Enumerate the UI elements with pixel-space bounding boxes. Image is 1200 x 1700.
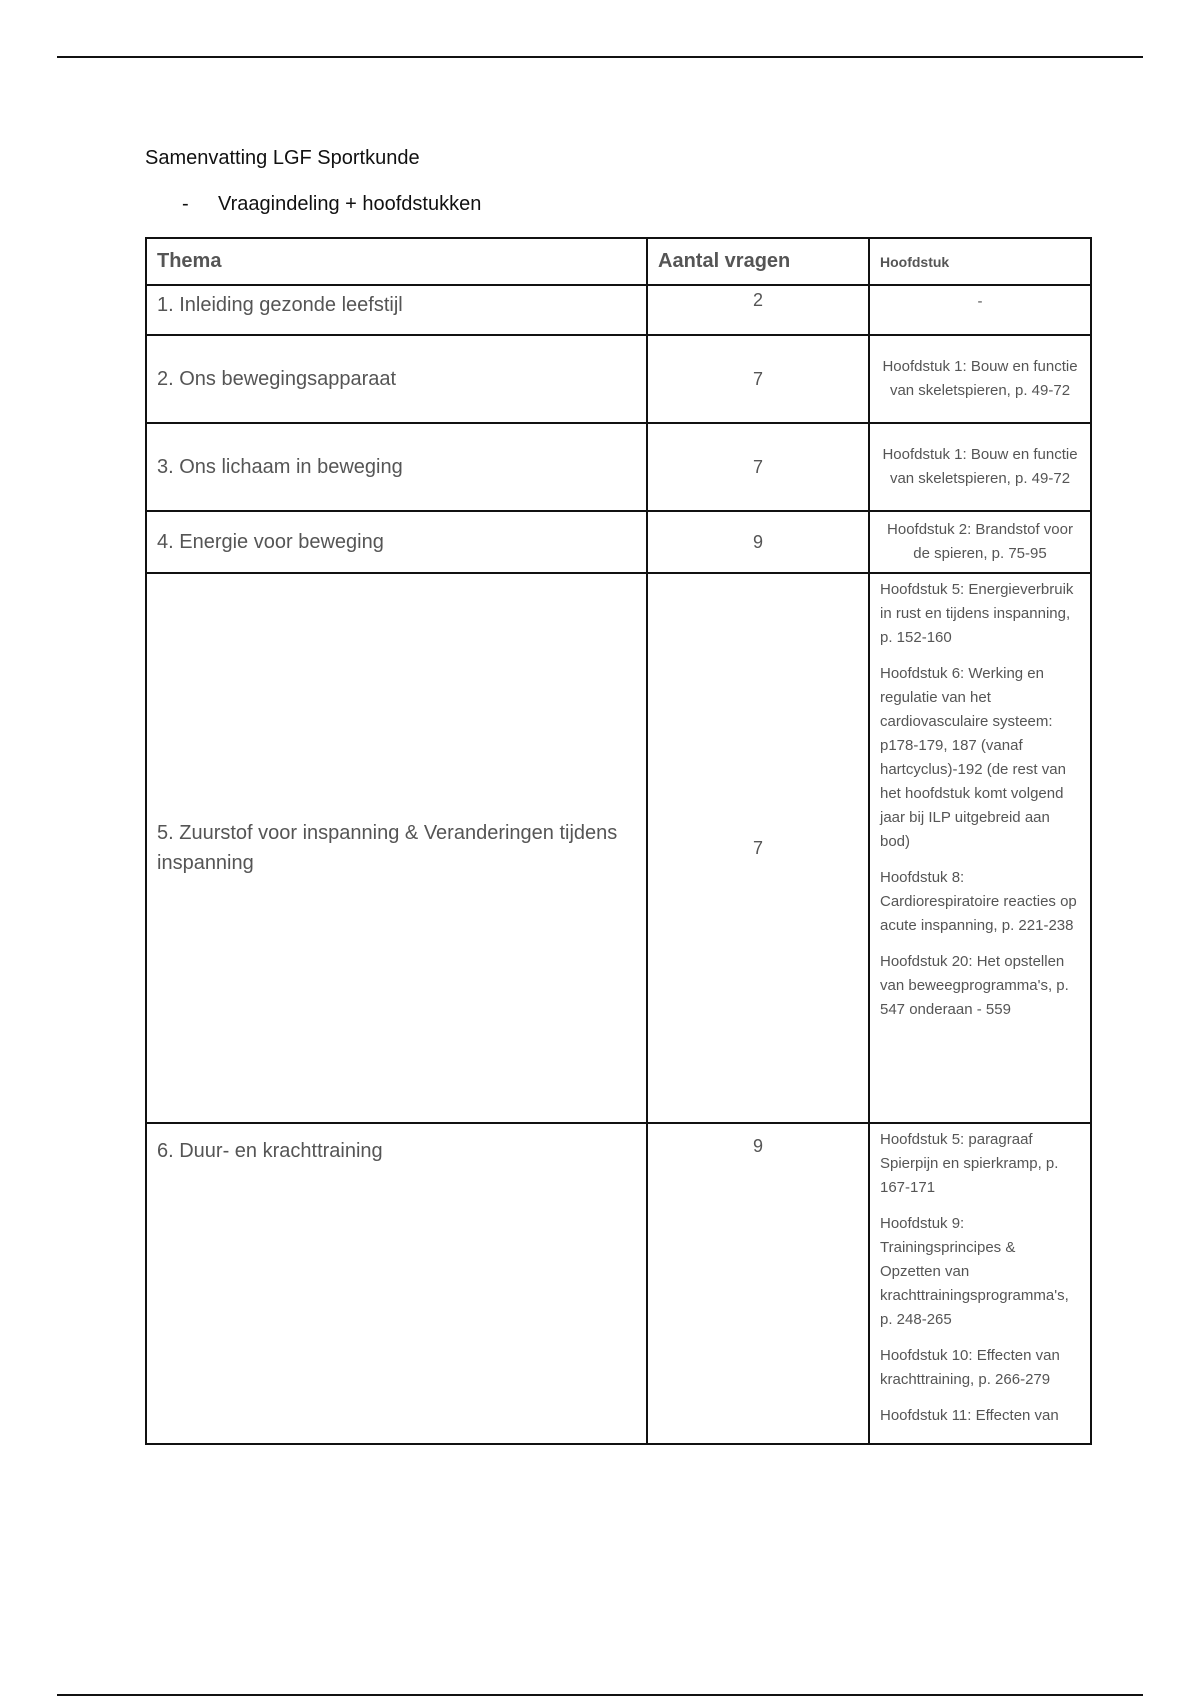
header-rule (57, 56, 1143, 58)
chapter-entry: Hoofdstuk 10: Effecten van krachttraining, p. 266-279 (880, 1347, 1060, 1388)
chapter-cell (869, 573, 1091, 1123)
count-cell: 9 (647, 511, 869, 573)
table-header-row (146, 238, 1091, 285)
count-cell: 7 (647, 423, 869, 511)
header-theme: Thema (146, 238, 647, 285)
chapter-entry: Hoofdstuk 20: Het opstellen van beweegprogramma's, p. 547 onderaan - 559 (880, 953, 1069, 1018)
bullet-marker: - (182, 193, 189, 215)
chapter-cell (869, 1123, 1091, 1444)
chapter-entry: Hoofdstuk 5: Energieverbruik in rust en tijdens inspanning, p. 152-160 (880, 581, 1074, 646)
header-count: Aantal vragen (647, 238, 869, 285)
chapter-entry: Hoofdstuk 8: Cardiorespiratoire reacties op acute inspanning, p. 221-238 (880, 869, 1077, 934)
count-cell: 7 (647, 335, 869, 423)
theme-cell: 4. Energie voor beweging (146, 511, 647, 573)
table-row (146, 1123, 1091, 1444)
count-cell: 7 (647, 573, 869, 1123)
footer-rule (57, 1694, 1143, 1696)
theme-cell: 3. Ons lichaam in beweging (146, 423, 647, 511)
theme-cell: 6. Duur- en krachttraining (146, 1123, 647, 1444)
theme-cell: 5. Zuurstof voor inspanning & Veranderingen tijdens inspanning (146, 573, 647, 1123)
chapter-entry: Hoofdstuk 6: Werking en regulatie van het cardiovasculaire systeem: p178-179, 187 (vanaf hartcyclus)-192 (de rest van het hoofdstuk komt volgend jaar bij ILP uitgebreid aan bod) (880, 665, 1066, 850)
count-cell: 9 (647, 1123, 869, 1444)
bullet-text: Vraagindeling + hoofdstukken (218, 193, 482, 215)
chapter-cell: Hoofdstuk 1: Bouw en functie van skeletspieren, p. 49-72 (869, 423, 1091, 511)
table-row (146, 285, 1091, 335)
chapter-entry: Hoofdstuk 9: Trainingsprincipes & Opzetten van krachttrainingsprogramma's, p. 248-265 (880, 1215, 1069, 1328)
chapter-cell: Hoofdstuk 2: Brandstof voor de spieren, p. 75-95 (869, 511, 1091, 573)
table-row (146, 511, 1091, 573)
theme-cell: 2. Ons bewegingsapparaat (146, 335, 647, 423)
theme-cell: 1. Inleiding gezonde leefstijl (146, 285, 647, 335)
bullet-item (182, 193, 481, 216)
document-title: Samenvatting LGF Sportkunde (145, 147, 420, 169)
chapter-cell: - (869, 285, 1091, 335)
chapter-table (145, 237, 1092, 1445)
count-cell: 2 (647, 285, 869, 335)
table-row (146, 573, 1091, 1123)
chapter-cell: Hoofdstuk 1: Bouw en functie van skeletspieren, p. 49-72 (869, 335, 1091, 423)
chapter-entry: Hoofdstuk 11: Effecten van (880, 1407, 1059, 1424)
header-chapter: Hoofdstuk (869, 238, 1091, 285)
table-row (146, 423, 1091, 511)
chapter-entry: Hoofdstuk 5: paragraaf Spierpijn en spierkramp, p. 167-171 (880, 1131, 1059, 1196)
table-row (146, 335, 1091, 423)
